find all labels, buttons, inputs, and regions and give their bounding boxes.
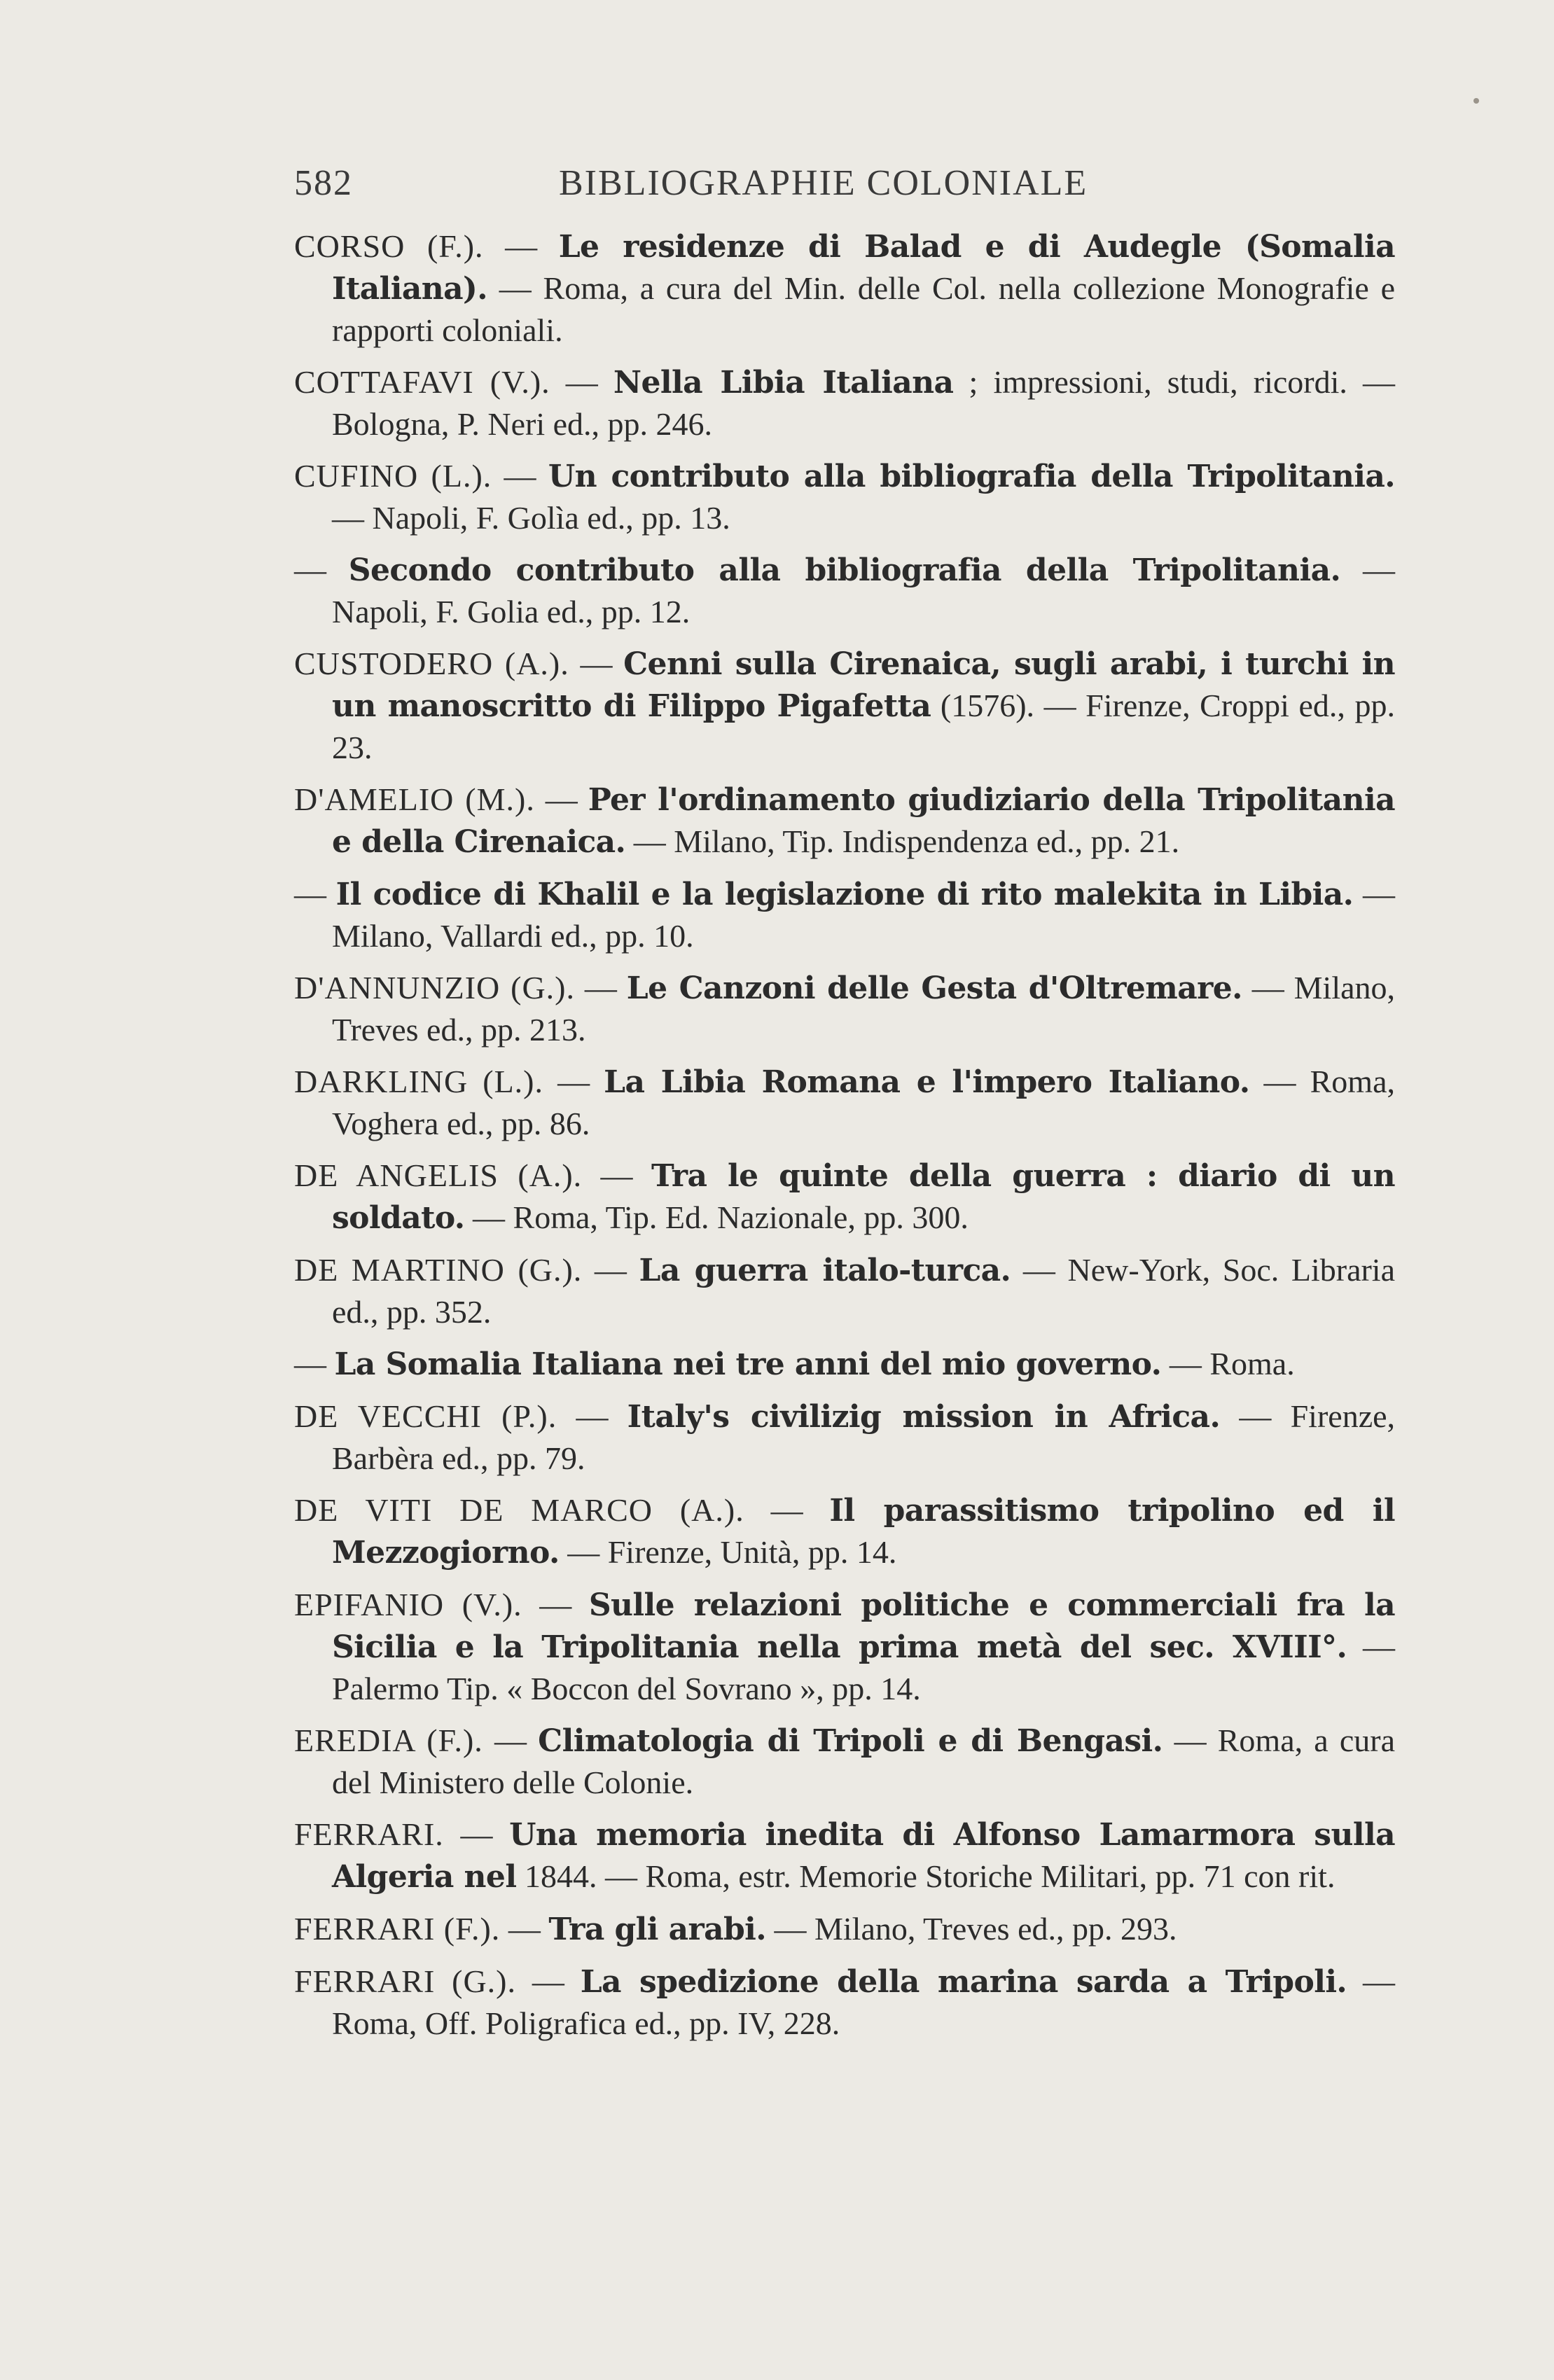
entry-publication: — Firenze, Barbèra ed., pp. 79. [332, 1398, 1396, 1476]
entry-title: Climatologia di Tripoli e di Bengasi. [538, 1723, 1163, 1759]
entry-publication: — Palermo Tip. « Boccon del Sovrano », pp. 14. [332, 1629, 1395, 1706]
entry-publication: — Roma, Tip. Ed. Nazionale, pp. 300. [473, 1199, 969, 1235]
bibliography-entry [294, 1343, 1395, 1385]
entry-title: Sulle relazioni politiche e commerciali fra la Sicilia e la Tripolitania nella prima metà del sec. XVIII°. [332, 1587, 1395, 1665]
entry-title: Il parassitismo tripolino ed il Mezzogiorno. [332, 1493, 1396, 1571]
entry-author: EREDIA (F.). [294, 1723, 483, 1758]
running-title: BIBLIOGRAPHIE COLONIALE [559, 163, 1088, 203]
entry-publication: — Roma, a cura del Ministero delle Colonie. [332, 1723, 1396, 1800]
entry-publication: (1576). — Firenze, Croppi ed., pp. 23. [332, 688, 1395, 765]
entry-author: DE ANGELIS (A.). [294, 1157, 583, 1193]
entry-publication: — Firenze, Unità, pp. 14. [567, 1534, 897, 1570]
entry-title: Una memoria inedita di Alfonso Lamarmora sulla Algeria nel [332, 1817, 1395, 1895]
entry-author: EPIFANIO (V.). [294, 1587, 522, 1622]
entry-title: Tra gli arabi. [548, 1912, 766, 1947]
entry-lead: — Secondo contributo alla bibliografia della Tripolitania. [294, 552, 1341, 588]
entry-title: Un contributo alla bibliografia della Tripolitania. [548, 459, 1395, 494]
bibliography-entry [294, 1720, 1395, 1803]
bibliography-entry [294, 455, 1395, 538]
entry-author: CORSO (F.). [294, 228, 484, 264]
entry-publication: — New-York, Soc. Libraria ed., pp. 352. [332, 1252, 1395, 1330]
entry-author: DE VECCHI (P.). [294, 1398, 557, 1434]
entry-lead: D'ANNUNZIO (G.). — Le Canzoni delle Gesta d'Oltremare. [294, 970, 1242, 1006]
entry-publication: — Roma. [1169, 1346, 1295, 1382]
entry-author: DE VITI DE MARCO (A.). [294, 1492, 744, 1528]
bibliography-entry [294, 1155, 1395, 1239]
entry-publication: — Milano, Treves ed., pp. 293. [774, 1911, 1177, 1947]
entry-publication: — Milano, Treves ed., pp. 213. [332, 970, 1396, 1048]
entry-author: COTTAFAVI (V.). [294, 364, 550, 400]
bibliography-entry [294, 549, 1395, 632]
bibliography-entry [294, 1908, 1395, 1950]
entry-title: La Libia Romana e l'impero Italiano. [604, 1064, 1250, 1100]
entry-title: Secondo contributo alla bibliografia della Tripolitania. [348, 552, 1341, 588]
entry-author: CUFINO (L.). [294, 458, 492, 494]
entry-title: Le residenze di Balad e di Audegle (Somalia Italiana). [332, 229, 1395, 307]
entry-author: D'AMELIO (M.). [294, 781, 535, 817]
entry-author: CUSTODERO (A.). [294, 646, 569, 681]
entry-lead: FERRARI (G.). — La spedizione della marina sarda a Tripoli. [294, 1963, 1347, 2000]
entry-author: FERRARI (F.). [294, 1911, 501, 1947]
entry-title: Le Canzoni delle Gesta d'Oltremare. [626, 970, 1242, 1006]
entry-publication: — Roma, Off. Poligrafica ed., pp. IV, 228. [332, 1963, 1396, 2041]
entry-publication: — Milano, Tip. Indispendenza ed., pp. 21. [633, 823, 1180, 859]
entry-lead: EPIFANIO (V.). — Sulle relazioni politiche e commerciali fra la Sicilia e la Tripolitania nella prima metà del sec. XVIII°. [294, 1587, 1395, 1665]
entry-lead: — La Somalia Italiana nei tre anni del mio governo. [294, 1346, 1162, 1382]
entry-author: D'ANNUNZIO (G.). [294, 970, 575, 1005]
entry-title: La spedizione della marina sarda a Tripoli. [580, 1964, 1347, 2000]
paper-speck [1473, 98, 1479, 104]
entry-publication: — Roma, a cura del Min. delle Col. nella collezione Monografie e rapporti coloniali. [332, 270, 1396, 348]
entry-publication: 1844. — Roma, estr. Memorie Storiche Militari, pp. 71 con rit. [524, 1858, 1336, 1894]
entry-author: DE MARTINO (G.). [294, 1252, 583, 1288]
bibliography-entry [294, 643, 1395, 768]
entry-lead: DE VITI DE MARCO (A.). — Il parassitismo tripolino ed il Mezzogiorno. [294, 1492, 1396, 1571]
entry-lead: DE ANGELIS (A.). — Tra le quinte della guerra : diario di un soldato. [294, 1157, 1395, 1236]
entry-title: Per l'ordinamento giudiziario della Tripolitania e della Cirenaica. [332, 782, 1396, 860]
bibliography-entry [294, 225, 1395, 351]
bibliography-entry [294, 1396, 1395, 1479]
entry-title: Tra le quinte della guerra : diario di un soldato. [332, 1158, 1395, 1236]
entry-lead: COTTAFAVI (V.). — Nella Libia Italiana [294, 364, 954, 401]
bibliography-entry [294, 1584, 1395, 1709]
entry-title: Nella Libia Italiana [613, 365, 954, 401]
bibliography-entries [294, 225, 1395, 2054]
entry-title: La Somalia Italiana nei tre anni del mio governo. [334, 1346, 1162, 1382]
entry-lead: D'AMELIO (M.). — Per l'ordinamento giudiziario della Tripolitania e della Cirenaica. [294, 781, 1396, 860]
entry-author: DARKLING (L.). [294, 1064, 543, 1099]
entry-author: FERRARI (G.). [294, 1963, 516, 1999]
entry-publication: — Napoli, F. Golia ed., pp. 12. [332, 552, 1395, 629]
entry-lead: CORSO (F.). — Le residenze di Balad e di Audegle (Somalia Italiana). [294, 228, 1395, 307]
entry-publication: — Napoli, F. Golìa ed., pp. 13. [332, 500, 730, 536]
entry-title: Italy's civilizig mission in Africa. [627, 1399, 1221, 1435]
bibliography-entry [294, 361, 1395, 445]
entry-publication: — Roma, Voghera ed., pp. 86. [332, 1064, 1395, 1141]
entry-lead: FERRARI (F.). — Tra gli arabi. [294, 1911, 766, 1947]
page-number: 582 [294, 163, 353, 203]
entry-title: Cenni sulla Cirenaica, sugli arabi, i turchi in un manoscritto di Filippo Pigafetta [332, 646, 1395, 724]
entry-lead: EREDIA (F.). — Climatologia di Tripoli e di Bengasi. [294, 1723, 1163, 1759]
entry-title: La guerra italo-turca. [639, 1253, 1011, 1288]
entry-author: FERRARI. [294, 1816, 444, 1852]
bibliography-entry [294, 1489, 1395, 1573]
bibliography-entry [294, 1249, 1395, 1332]
bibliography-entry [294, 779, 1395, 863]
bibliography-entry [294, 1814, 1395, 1898]
entry-lead: CUSTODERO (A.). — Cenni sulla Cirenaica, sugli arabi, i turchi in un manoscritto di Filippo Pigafetta [294, 646, 1395, 724]
bibliography-entry [294, 873, 1395, 956]
entry-lead: FERRARI. — Una memoria inedita di Alfonso Lamarmora sulla Algeria nel [294, 1816, 1395, 1895]
entry-publication: ; impressioni, studi, ricordi. — Bologna, P. Neri ed., pp. 246. [332, 364, 1396, 442]
running-head [294, 162, 1121, 211]
entry-lead: DARKLING (L.). — La Libia Romana e l'impero Italiano. [294, 1064, 1250, 1100]
entry-lead: DE VECCHI (P.). — Italy's civilizig mission in Africa. [294, 1398, 1221, 1435]
bibliography-entry [294, 1961, 1395, 2044]
bibliography-entry [294, 1061, 1395, 1144]
entry-publication: — Milano, Vallardi ed., pp. 10. [332, 876, 1396, 954]
entry-lead: CUFINO (L.). — Un contributo alla bibliografia della Tripolitania. [294, 458, 1395, 494]
bibliography-entry [294, 967, 1395, 1050]
entry-title: Il codice di Khalil e la legislazione di rito malekita in Libia. [335, 877, 1354, 912]
entry-lead: — Il codice di Khalil e la legislazione di rito malekita in Libia. [294, 876, 1354, 912]
entry-lead: DE MARTINO (G.). — La guerra italo-turca. [294, 1252, 1011, 1288]
